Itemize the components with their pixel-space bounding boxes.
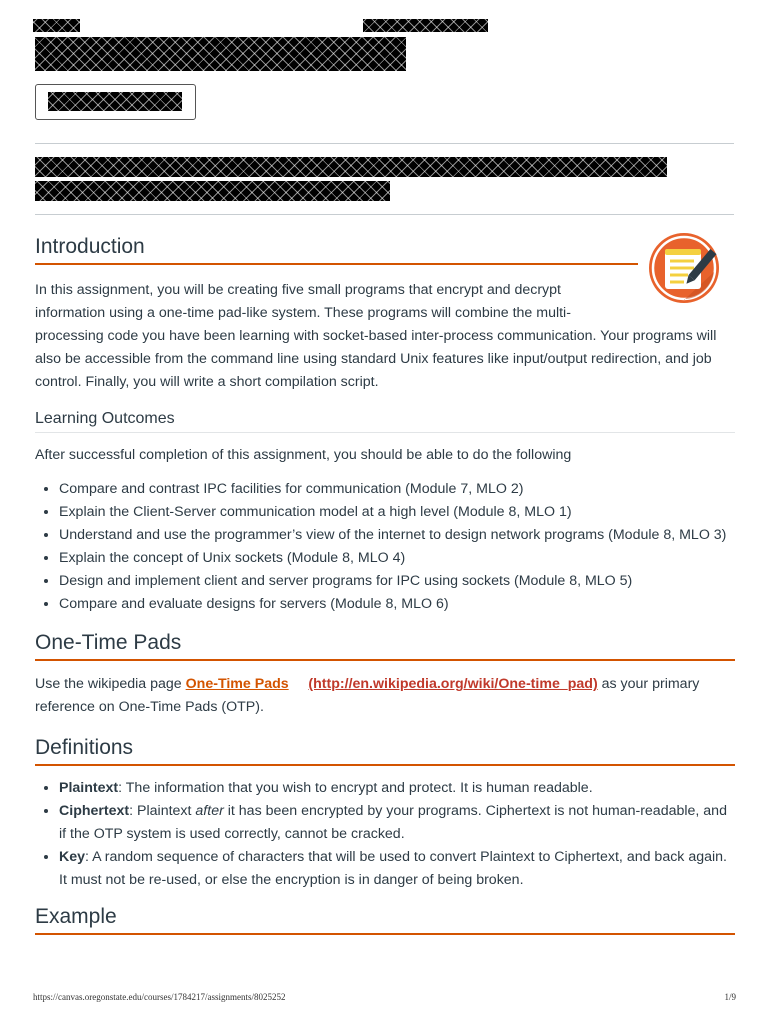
divider-top — [35, 143, 734, 144]
definition-text: it has been encrypted by your programs. Ciphertext is not human-readable, and if the OTP system is used correctly, cannot be cracked. — [59, 803, 727, 842]
heading-example: Example — [35, 905, 735, 935]
otp-paragraph — [35, 673, 735, 719]
heading-introduction: Introduction — [35, 235, 638, 265]
heading-one-time-pads: One-Time Pads — [35, 631, 735, 661]
learning-outcomes-intro: After successful completion of this assignment, you should be able to do the following — [35, 447, 572, 463]
definition-text: : The information that you wish to encrypt and protect. It is human readable. — [118, 780, 593, 796]
redacted-subtitle-line-1 — [35, 157, 667, 177]
footer-page-number: 1/9 — [724, 992, 736, 1002]
heading-definitions: Definitions — [35, 736, 735, 766]
definition-key — [59, 846, 735, 892]
list-item: • Explain the concept of Unix sockets (Module 8, MLO 4) — [59, 547, 735, 570]
definition-plaintext — [59, 777, 735, 800]
redacted-breadcrumb-right — [363, 19, 488, 32]
term-plaintext: Plaintext — [59, 780, 119, 796]
assignment-content — [35, 235, 735, 935]
print-footer — [33, 992, 736, 1002]
redacted-subtitle-line-2 — [35, 181, 390, 201]
definition-ciphertext — [59, 800, 735, 846]
footer-url: https://canvas.oregonstate.edu/courses/1784217/assignments/8025252 — [33, 992, 286, 1002]
redacted-button[interactable] — [35, 84, 196, 120]
intro-paragraph — [35, 279, 735, 394]
list-item: • Compare and evaluate designs for servers (Module 8, MLO 6) — [59, 593, 735, 616]
otp-wikipedia-link[interactable]: One-Time Pads — [185, 676, 289, 692]
list-item: • Understand and use the programmer’s view of the internet to design network programs (Module 8, MLO 3) — [59, 524, 735, 547]
learning-outcomes-list — [35, 478, 735, 616]
definitions-list — [35, 777, 735, 892]
term-key: Key — [59, 849, 86, 865]
redacted-button-label — [48, 92, 182, 111]
intro-line-3: processing code you have been learning with socket-based inter-process communication. Your programs will also be accessible from the command line using standard Unix features like input/output redirection, and job control. Finally, you will write a short compilation script. — [35, 328, 717, 390]
otp-text-after: as your primary reference on One-Time Pads (OTP). — [35, 676, 700, 715]
heading-learning-outcomes: Learning Outcomes — [35, 410, 735, 433]
redacted-breadcrumb-left — [33, 19, 80, 32]
definition-text: : Plaintext — [129, 803, 196, 819]
definition-text: : A random sequence of characters that will be used to convert Plaintext to Ciphertext, and back again. It must not be re-used, or else the encryption is in danger of being broken. — [59, 849, 727, 888]
list-item: • Design and implement client and server programs for IPC using sockets (Module 8, MLO 5) — [59, 570, 735, 593]
otp-text-before: Use the wikipedia page — [35, 676, 186, 692]
divider-bottom — [35, 214, 734, 215]
list-item: • Explain the Client-Server communication model at a high level (Module 8, MLO 1) — [59, 501, 735, 524]
intro-line-1: In this assignment, you will be creating five small programs that encrypt and decrypt — [35, 282, 561, 298]
list-item: • Compare and contrast IPC facilities for communication (Module 7, MLO 2) — [59, 478, 735, 501]
emphasis-after: after — [195, 803, 224, 819]
intro-line-2: information using a one-time pad-like system. These programs will combine the multi- — [35, 305, 571, 321]
otp-url-link[interactable]: (http://en.wikipedia.org/wiki/One-time_pad) — [308, 676, 598, 692]
redacted-page-title — [35, 37, 406, 71]
term-ciphertext: Ciphertext — [59, 803, 130, 819]
